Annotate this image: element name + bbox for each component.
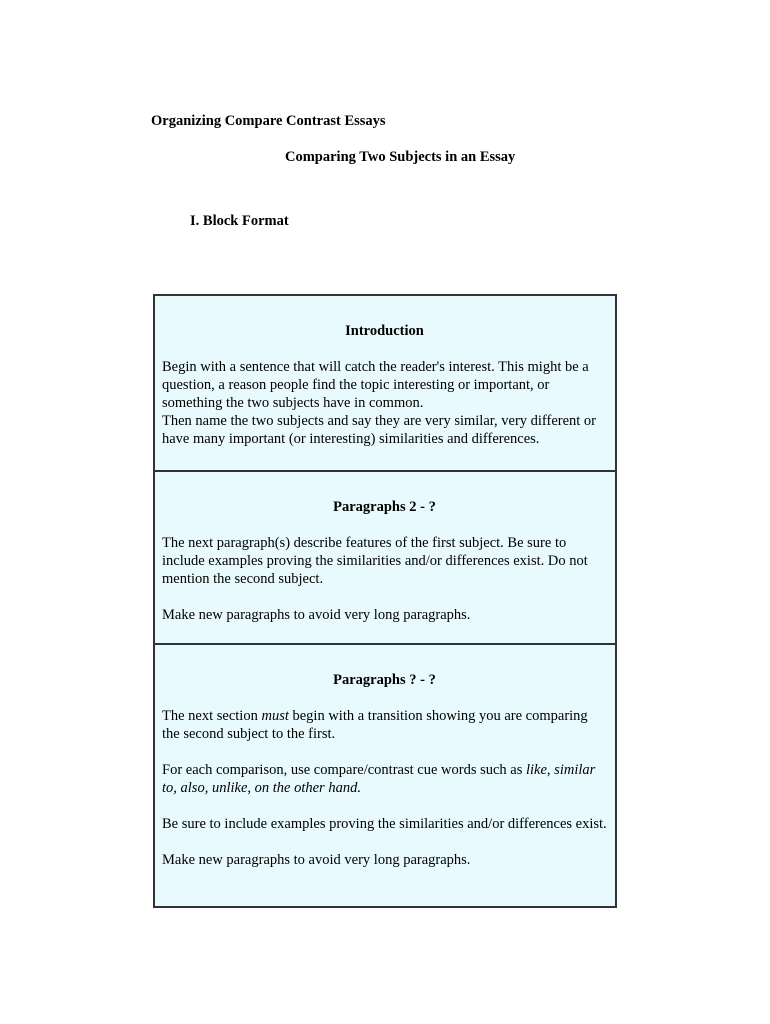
section-heading: I. Block Format	[190, 213, 289, 229]
second-subject-text-4: Make new paragraphs to avoid very long paragraphs.	[162, 852, 471, 868]
second-subject-text-1-start: The next section	[162, 708, 262, 724]
second-subject-text-1-emphasis: must	[261, 708, 289, 724]
second-subject-text-2	[162, 761, 607, 797]
first-subject-title: Paragraphs 2 - ?	[333, 499, 436, 515]
introduction-text-1: Begin with a sentence that will catch the reader's interest. This might be a question, a reason people find the topic interesting or important, or something the two subjects have in common.	[162, 359, 589, 411]
second-subject-text-2-start: For each comparison, use compare/contrast cue words such as	[162, 762, 526, 778]
second-subject-text-1-end: begin with a transition showing you are comparing the second subject to the first.	[162, 708, 588, 742]
introduction-box	[155, 296, 615, 470]
document-title: Organizing Compare Contrast Essays	[151, 113, 386, 129]
second-subject-cue-words: like, similar to, also, unlike, on the other hand.	[162, 762, 596, 796]
document-subtitle: Comparing Two Subjects in an Essay	[285, 149, 516, 165]
first-subject-box	[155, 470, 615, 643]
second-subject-text-1	[162, 707, 607, 743]
second-subject-title: Paragraphs ? - ?	[333, 672, 436, 688]
introduction-title: Introduction	[345, 323, 424, 339]
introduction-text-2: Then name the two subjects and say they are very similar, very different or have many important (or interesting) similarities and differences.	[162, 413, 597, 447]
first-subject-text-2: Make new paragraphs to avoid very long paragraphs.	[162, 607, 471, 623]
second-subject-text-3: Be sure to include examples proving the similarities and/or differences exist.	[162, 816, 607, 832]
second-subject-box	[155, 643, 615, 906]
first-subject-text-1: The next paragraph(s) describe features of the first subject. Be sure to include examples proving the similarities and/or differences exist. Do not mention the second subject.	[162, 535, 588, 587]
essay-outline-table	[153, 294, 617, 908]
